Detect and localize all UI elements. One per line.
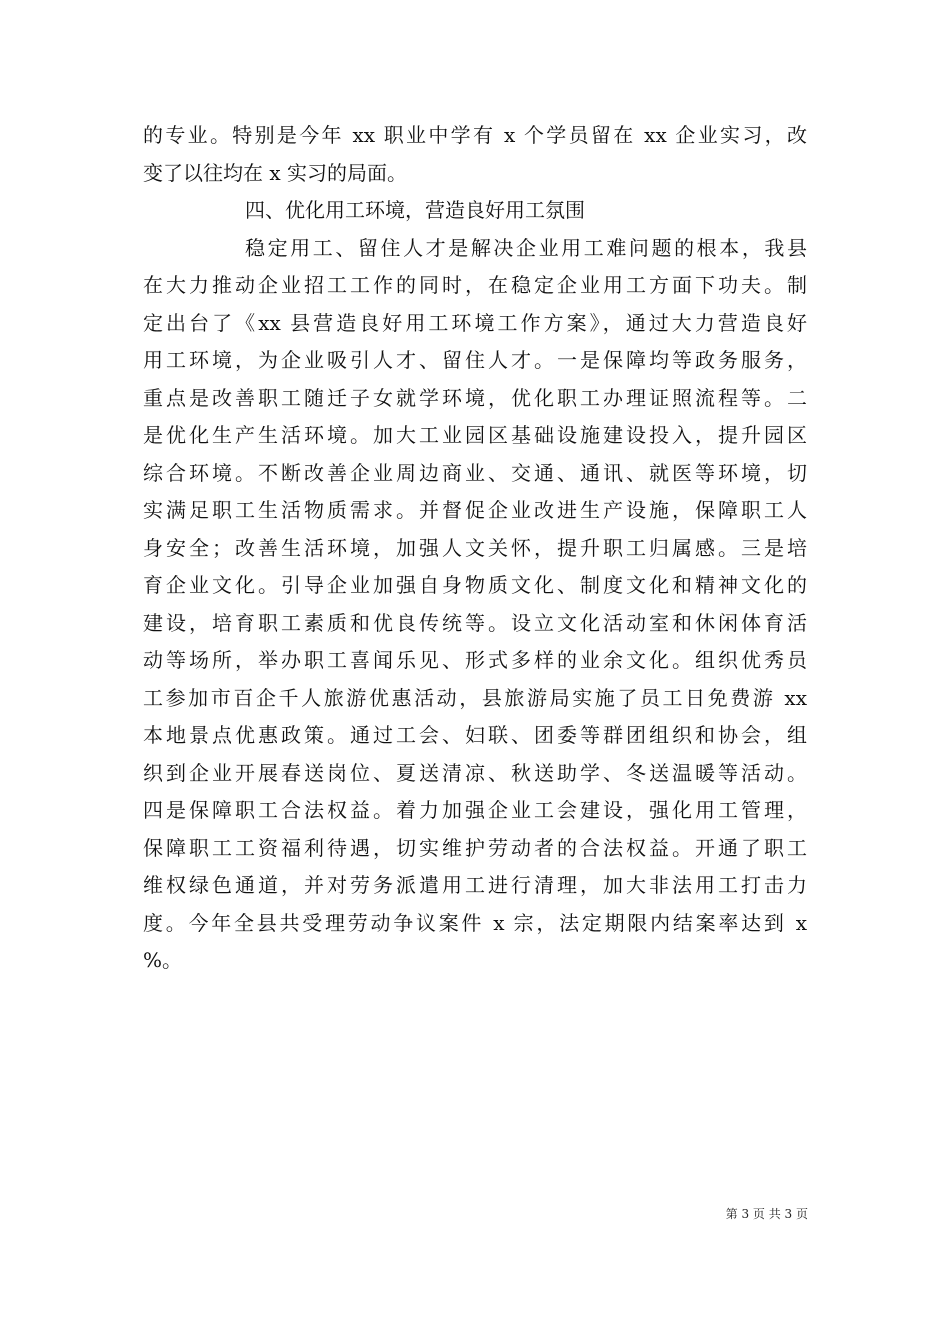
text-line: 动等场所，举办职工喜闻乐见、形式多样的业余文化。组织优秀员 xyxy=(143,648,807,672)
text-line: 的专业。特别是今年 xx 职业中学有 x 个学员留在 xx 企业实习，改 xyxy=(143,123,807,147)
text-line: 综合环境。不断改善企业周边商业、交通、通讯、就医等环境，切 xyxy=(143,460,807,485)
text-line: 是优化生产生活环境。加大工业园区基础设施建设投入，提升园区 xyxy=(143,423,807,447)
text-line: 四是保障职工合法权益。着力加强企业工会建设，强化用工管理， xyxy=(143,798,807,822)
document-body xyxy=(143,117,807,980)
text-line: 变了以往均在 x 实习的局面。 xyxy=(143,160,407,185)
text-line: 用工环境，为企业吸引人才、留住人才。一是保障均等政务服务， xyxy=(143,348,807,372)
page-number-footer: 第 3 页 共 3 页 xyxy=(725,1207,808,1221)
text-line: %。 xyxy=(143,948,183,972)
text-line: 育企业文化。引导企业加强自身物质文化、制度文化和精神文化的 xyxy=(143,573,807,597)
text-line: 保障职工工资福利待遇，切实维护劳动者的合法权益。开通了职工 xyxy=(143,835,807,860)
section-heading: 四、优化用工环境，营造良好用工氛围 xyxy=(245,198,585,222)
text-line: 度。今年全县共受理劳动争议案件 x 宗，法定期限内结案率达到 x xyxy=(143,910,807,935)
text-line: 身安全；改善生活环境，加强人文关怀，提升职工归属感。三是培 xyxy=(143,535,807,560)
text-line: 工参加市百企千人旅游优惠活动，县旅游局实施了员工日免费游 xx xyxy=(143,685,807,710)
text-line: 在大力推动企业招工工作的同时，在稳定企业用工方面下功夫。制 xyxy=(143,273,807,297)
text-line: 本地景点优惠政策。通过工会、妇联、团委等群团组织和协会，组 xyxy=(143,723,807,747)
text-line: 建设，培育职工素质和优良传统等。设立文化活动室和休闲体育活 xyxy=(143,610,807,635)
text-line: 定出台了《xx 县营造良好用工环境工作方案》，通过大力营造良好 xyxy=(143,310,807,335)
paragraph-first-line: 稳定用工、留住人才是解决企业用工难问题的根本，我县 xyxy=(245,235,807,260)
text-line: 织到企业开展春送岗位、夏送清凉、秋送助学、冬送温暖等活动。 xyxy=(143,760,807,785)
text-line: 重点是改善职工随迁子女就学环境，优化职工办理证照流程等。二 xyxy=(143,385,807,410)
text-line: 维权绿色通道，并对劳务派遣用工进行清理，加大非法用工打击力 xyxy=(143,873,807,897)
text-line: 实满足职工生活物质需求。并督促企业改进生产设施，保障职工人 xyxy=(143,498,807,522)
